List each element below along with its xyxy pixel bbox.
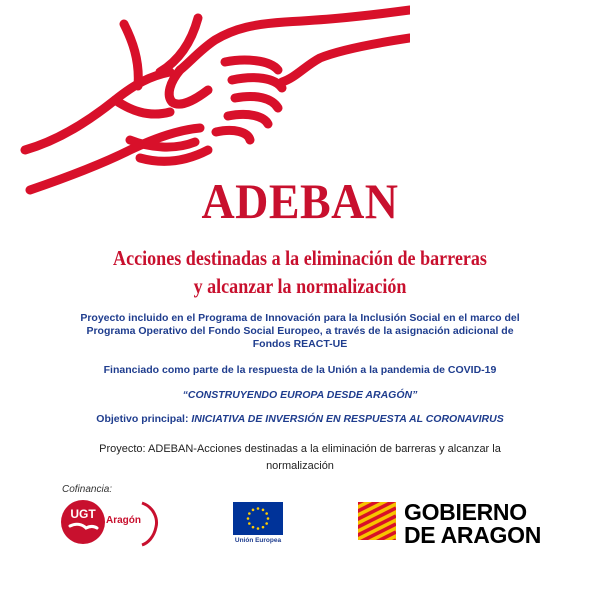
eu-star	[248, 512, 251, 515]
objective-value: INICIATIVA DE INVERSIÓN EN RESPUESTA AL CORONAVIRUS	[191, 413, 504, 425]
eu-star	[257, 527, 260, 530]
subtitle-line-2: y alcanzar la normalización	[193, 274, 407, 298]
objective-text	[0, 413, 600, 425]
project-description	[0, 441, 600, 475]
eu-star	[252, 526, 255, 529]
eu-star	[248, 522, 251, 525]
motto-text: “CONSTRUYENDO EUROPA DESDE ARAGÓN”	[182, 389, 418, 401]
eu-star	[265, 512, 268, 515]
eu-star	[252, 509, 255, 512]
project-description-line: normalización	[266, 460, 334, 472]
ugt-region: Aragón	[106, 515, 141, 526]
program-description-line: Programa Operativo del Fondo Social Europeo, a través de la asignación adicional de	[86, 325, 514, 337]
objective-label: Objetivo principal:	[96, 413, 192, 425]
gobierno-line-1: GOBIERNO	[404, 499, 527, 525]
eu-star	[265, 522, 268, 525]
gobierno-line-2: DE ARAGON	[404, 522, 542, 548]
financing-note: Financiado como parte de la respuesta de la Unión a la pandemia de COVID-19	[103, 364, 497, 376]
main-title: ADEBAN	[201, 173, 399, 229]
cofinancia-label: Cofinancia:	[62, 484, 113, 495]
eu-star	[257, 507, 260, 510]
eu-star	[267, 517, 270, 520]
program-description-line: Proyecto incluido en el Programa de Innovación para la Inclusión Social en el marco del	[80, 312, 520, 324]
ugt-logo-text: UGT	[70, 507, 96, 521]
handshake-icon	[20, 0, 410, 200]
eu-star	[262, 526, 265, 529]
project-description-line: Proyecto: ADEBAN-Acciones destinadas a la eliminación de barreras y alcanzar la	[99, 443, 501, 455]
program-description-line: Fondos REACT-UE	[252, 338, 348, 350]
eu-star	[262, 509, 265, 512]
subtitle-line-1: Acciones destinadas a la eliminación de barreras	[113, 246, 487, 270]
eu-star	[247, 517, 250, 520]
program-description	[0, 312, 600, 351]
aragon-shield-icon	[358, 502, 396, 540]
eu-flag-icon	[233, 502, 283, 535]
eu-label: Unión Europea	[234, 537, 282, 544]
